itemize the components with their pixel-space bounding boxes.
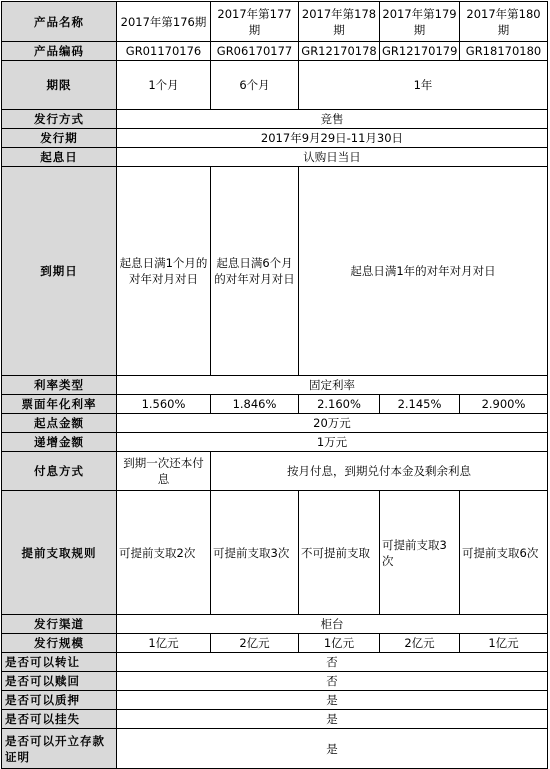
maturity-177: 起息日满6个月的对年对月对日 [211,167,299,376]
label-min-amount: 起点金额 [2,414,117,433]
product-code-179: GR12170179 [380,42,460,61]
row-term [2,61,548,110]
label-increment-amount: 递增金额 [2,433,117,452]
redeemable-value: 否 [117,672,548,691]
rate-178: 2.160% [299,395,380,414]
issue-method-value: 竞售 [117,110,548,129]
row-issue-method [2,110,548,129]
product-code-180: GR18170180 [460,42,548,61]
row-product-name [2,2,548,42]
interest-others: 按月付息，到期兑付本金及剩余利息 [211,452,548,491]
label-term: 期限 [2,61,117,110]
channel-value: 柜台 [117,615,548,634]
row-scale [2,634,548,653]
product-name-180: 2017年第180期 [460,2,548,42]
label-interest-payment: 付息方式 [2,452,117,491]
rate-type-value: 固定利率 [117,376,548,395]
product-name-176: 2017年第176期 [117,2,211,42]
loss-report-value: 是 [117,710,548,729]
label-issue-period: 发行期 [2,129,117,148]
label-product-name: 产品名称 [2,2,117,42]
label-maturity-date: 到期日 [2,167,117,376]
product-name-177: 2017年第177期 [211,2,299,42]
row-transferable [2,653,548,672]
label-early-withdrawal: 提前支取规则 [2,491,117,615]
rate-179: 2.145% [380,395,460,414]
row-product-code [2,42,548,61]
label-value-date: 起息日 [2,148,117,167]
maturity-176: 起息日满1个月的对年对月对日 [117,167,211,376]
withdrawal-178: 不可提前支取 [299,491,380,615]
label-rate-type: 利率类型 [2,376,117,395]
row-deposit-certificate [2,729,548,769]
row-value-date [2,148,548,167]
label-loss-report: 是否可以挂失 [2,710,117,729]
row-early-withdrawal [2,491,548,615]
term-176: 1个月 [117,61,211,110]
withdrawal-176: 可提前支取2次 [117,491,211,615]
withdrawal-179: 可提前支取3次 [380,491,460,615]
product-name-179: 2017年第179期 [380,2,460,42]
deposit-certificate-value: 是 [117,729,548,769]
transferable-value: 否 [117,653,548,672]
scale-178: 1亿元 [299,634,380,653]
interest-176: 到期一次还本付息 [117,452,211,491]
label-product-code: 产品编码 [2,42,117,61]
row-redeemable [2,672,548,691]
label-issue-method: 发行方式 [2,110,117,129]
row-coupon-rate [2,395,548,414]
row-channel [2,615,548,634]
scale-176: 1亿元 [117,634,211,653]
product-code-178: GR12170178 [299,42,380,61]
product-table [1,1,548,769]
issue-period-value: 2017年9月29日-11月30日 [117,129,548,148]
row-loss-report [2,710,548,729]
row-interest-payment [2,452,548,491]
row-rate-type [2,376,548,395]
label-redeemable: 是否可以赎回 [2,672,117,691]
scale-179: 2亿元 [380,634,460,653]
label-transferable: 是否可以转让 [2,653,117,672]
rate-177: 1.846% [211,395,299,414]
rate-176: 1.560% [117,395,211,414]
label-scale: 发行规模 [2,634,117,653]
value-date-value: 认购日当日 [117,148,548,167]
maturity-178-179: 起息日满1年的对年对月对日 [299,167,548,376]
label-pledgeable: 是否可以质押 [2,691,117,710]
label-deposit-certificate: 是否可以开立存款证明 [2,729,117,769]
row-increment-amount [2,433,548,452]
increment-amount-value: 1万元 [117,433,548,452]
scale-180: 1亿元 [460,634,548,653]
label-coupon-rate: 票面年化利率 [2,395,117,414]
product-code-177: GR06170177 [211,42,299,61]
label-channel: 发行渠道 [2,615,117,634]
row-maturity-date [2,167,548,376]
row-pledgeable [2,691,548,710]
row-issue-period [2,129,548,148]
term-177: 6个月 [211,61,299,110]
row-min-amount [2,414,548,433]
term-178-179: 1年 [299,61,548,110]
product-code-176: GR01170176 [117,42,211,61]
withdrawal-177: 可提前支取3次 [211,491,299,615]
rate-180: 2.900% [460,395,548,414]
scale-177: 2亿元 [211,634,299,653]
withdrawal-180: 可提前支取6次 [460,491,548,615]
min-amount-value: 20万元 [117,414,548,433]
product-name-178: 2017年第178期 [299,2,380,42]
pledgeable-value: 是 [117,691,548,710]
